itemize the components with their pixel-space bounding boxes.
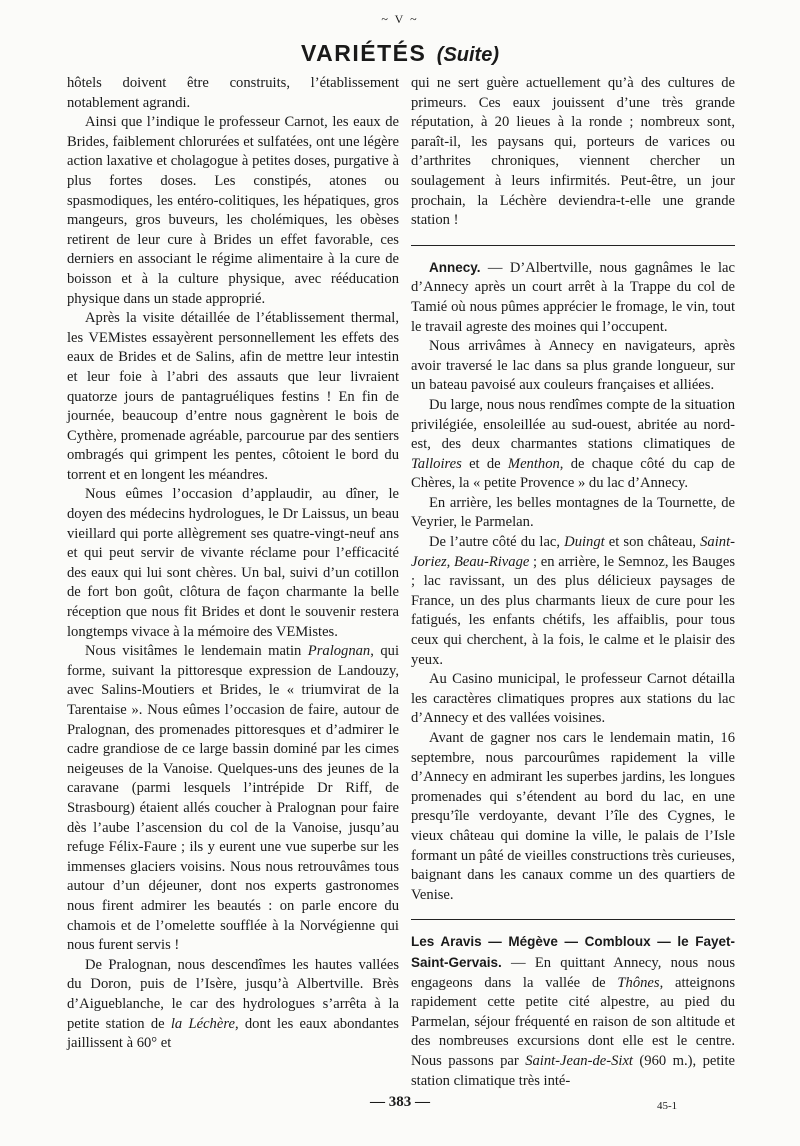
right-p9-text-c: (960 m.), petite station climatique très inté- bbox=[411, 1052, 735, 1089]
left-paragraph-4: Nous eûmes l’occasion d’applaudir, au dîner, le doyen des médecins hydrologues, le Dr Laissus, un beau vieillard qui porte allègrement ses quatre-vingt-neuf ans et qui peut servir de vivante réclame pour l’efficacité des eaux qui lui sont chères. Un bal, suivi d’un cotillon de fort bon goût, clôtura de façon charmante la belle réception que nous fit Brides et dont le souvenir restera longtemps vivace à la mémoire des VEMistes. bbox=[67, 486, 399, 640]
right-paragraph-1: qui ne sert guère actuellement qu’à des cultures de primeurs. Ces eaux jouissent d’une très grande réputation, à 20 lieues à la ronde ; nombreux sont, paraît-il, les paysans qui, porteurs de varices ou d’arthrites chroniques, viennent chercher un soulagement à leurs infirmités. Peut-être, un jour prochain, la Léchère deviendra-t-elle une grande station ! bbox=[411, 75, 735, 229]
left-p6-text-b: , dont les eaux abondantes jaillissent à 60° et bbox=[67, 1015, 399, 1052]
right-column bbox=[411, 74, 735, 1091]
right-p6-text-a: De l’autre côté du lac, bbox=[429, 534, 565, 551]
right-p4-text-b: et de bbox=[461, 455, 508, 472]
right-p9-text-a: — En quittant Annecy, nous nous engageons dans la vallée de bbox=[411, 954, 735, 991]
page-header bbox=[0, 40, 800, 67]
left-paragraph-1: hôtels doivent être construits, l’établissement notablement agrandi. bbox=[67, 75, 399, 111]
left-p6-text-a: De Pralognan, nous descendîmes les hautes vallées du Doron, puis de l’Isère, jusqu’à Albertville. Brès d’Aigueblanche, le car des hydrologues s’arrêta à la petite station de bbox=[67, 956, 399, 1032]
right-paragraph-6 bbox=[411, 533, 735, 670]
left-p5-text-b: , qui forme, suivant la pittoresque expression de Landouzy, avec Salins-Moutiers et Brides, le « triumvirat de la Tarentaise ». Nous eûmes l’occasion de faire, autour de Pralognan, des promenades pittoresques et d’admirer le cadre grandiose de ce large bassin dominé par les cimes neigeuses de la Vanoise. Quelques-uns des jeunes de la caravane (parmi lesquels l’intrépide Dr Riff, de Strasbourg) étaient allés coucher à Pralognan pour faire dès l’aube l’ascension du col de la Vanoise, jusqu’au refuge Félix-Faure ; ils y eurent une vue superbe sur les immenses glaciers voisins. Nous nous retrouvâmes tous autour d’un déjeuner, dont nos experts gastronomes nous firent admirer les beautés : on parle encore du chamois et de l’omelette soufflée à la Norvégienne qui nous furent servis ! bbox=[67, 643, 399, 954]
right-p6-text-b: et son château, bbox=[604, 534, 701, 551]
left-paragraph-3: Après la visite détaillée de l’établissement thermal, les VEMistes essayèrent personnellement les effets des eaux de Brides et de Salins, afin de mettre leur intestin et leur foie à l’abri des assauts que leur livraient quatorze jours de pantagruéliques festins ! En fin de journée, beaucoup d’entre nous gagnèrent le bois de Cythère, promenade agréable, parcourue par des sentiers ombragés qui grimpent les pentes, côtoient le bord du torrent et en longent les méandres. bbox=[67, 310, 399, 483]
right-p4-text-c: , de chaque côté du cap de Chères, la « petite Provence » du lac d’Annecy. bbox=[411, 455, 735, 492]
header-title: VARIÉTÉS bbox=[301, 40, 427, 66]
top-folio-ornament-left: ~ bbox=[381, 12, 390, 26]
aravis-heading: Les Aravis — Mégève — Combloux — le Fayet-Saint-Gervais. bbox=[411, 934, 735, 970]
right-p9-italic-1: Thônes bbox=[617, 974, 660, 991]
left-paragraph-2: Ainsi que l’indique le professeur Carnot, les eaux de Brides, faiblement chlorurées et sulfatées, ont une légère action laxative et cholagogue à petites doses, purgative à plus fortes doses. Les constipés, atones ou spasmodiques, les entéro-colitiques, les hépatiques, gros mangeurs, gros buveurs, les cholémiques, les obèses retirent de leur cure à Brides un effet favorable, ces derniers en associant le régime alimentaire à la cure de boisson et à la culture physique, avec rééducation physique dans un stade approprié. bbox=[67, 114, 399, 307]
annecy-heading: Annecy. bbox=[429, 259, 481, 275]
right-p6-italic-2: Saint-Joriez, Beau-Rivage bbox=[411, 534, 735, 570]
section-divider-1 bbox=[411, 245, 735, 246]
right-p4-italic-2: Menthon bbox=[507, 455, 560, 472]
left-paragraph-5 bbox=[67, 642, 399, 956]
right-p4-text-a: Du large, nous nous rendîmes compte de la situation privilégiée, ensoleillée au sud-ouest, abritée au nord-est, des deux charmantes stations climatiques de bbox=[411, 396, 735, 453]
right-p9-italic-2: Saint-Jean-de-Sixt bbox=[525, 1052, 633, 1069]
right-paragraph-3: Nous arrivâmes à Annecy en navigateurs, après avoir traversé le lac dans sa plus grande longueur, sur un bateau pavoisé aux couleurs françaises et alliées. bbox=[411, 338, 735, 394]
right-paragraph-4 bbox=[411, 396, 735, 494]
right-paragraph-5: En arrière, les belles montagnes de la Tournette, de Veyrier, le Parmelan. bbox=[411, 494, 735, 531]
left-p6-italic: la Léchère bbox=[170, 1015, 235, 1032]
top-folio-number: V bbox=[394, 12, 406, 26]
top-folio bbox=[0, 12, 800, 27]
left-p5-italic: Pralognan bbox=[307, 643, 371, 660]
section-divider-2 bbox=[411, 919, 735, 920]
left-paragraph-6 bbox=[67, 956, 399, 1054]
left-column bbox=[67, 74, 399, 1054]
right-p9-text-b: , atteignons rapidement cette petite cité alpestre, au pied du Parmelan, séjour fréquenté en raison de son altitude et des nombreuses excursions dont elle est le centre. Nous passons par bbox=[411, 974, 735, 1069]
annecy-section-paragraph bbox=[411, 258, 735, 337]
right-paragraph-8: Avant de gagner nos cars le lendemain matin, 16 septembre, nous parcourûmes rapidement la ville d’Annecy en admirant les superbes jardins, les longues promenades qui s’étendent au bord du lac, en une presqu’île verdoyante, devant l’île des Cygnes, le vieux château qui domine la ville, le palais de l’Isle formant un pâté de vieilles constructions très curieuses, baignant dans les canaux comme un des quartiers de Venise. bbox=[411, 730, 735, 903]
annecy-intro-text: — D’Albertville, nous gagnâmes le lac d’Annecy après un court arrêt à la Trappe du col de Tamié où nous pûmes apprécier le fromage, le vin, tout le travail agreste des moines qui l’occupent. bbox=[411, 259, 735, 335]
header-suite: (Suite) bbox=[436, 44, 499, 66]
right-paragraph-7: Au Casino municipal, le professeur Carnot détailla les caractères climatiques propres aux stations du lac d’Annecy et des vallées voisines. bbox=[411, 671, 735, 727]
right-p4-italic-1: Talloires bbox=[411, 455, 462, 472]
signature-code: 45-1 bbox=[657, 1100, 678, 1112]
right-p6-text-c: ; en arrière, le Semnoz, les Bauges ; lac ravissant, un des plus délicieux paysages de France, un des plus charmants lieux de cure pour les fatigués, les enfants chétifs, les affaiblis, pour tous ceux qui cherchent, à la fois, le calme et le plaisir des yeux. bbox=[411, 553, 736, 668]
aravis-section-paragraph bbox=[411, 932, 735, 1091]
page-number: — 383 — bbox=[370, 1094, 430, 1110]
right-p6-italic-1: Duingt bbox=[564, 534, 605, 551]
top-folio-ornament-right: ~ bbox=[410, 12, 419, 26]
left-p5-text-a: Nous visitâmes le lendemain matin bbox=[85, 643, 308, 660]
